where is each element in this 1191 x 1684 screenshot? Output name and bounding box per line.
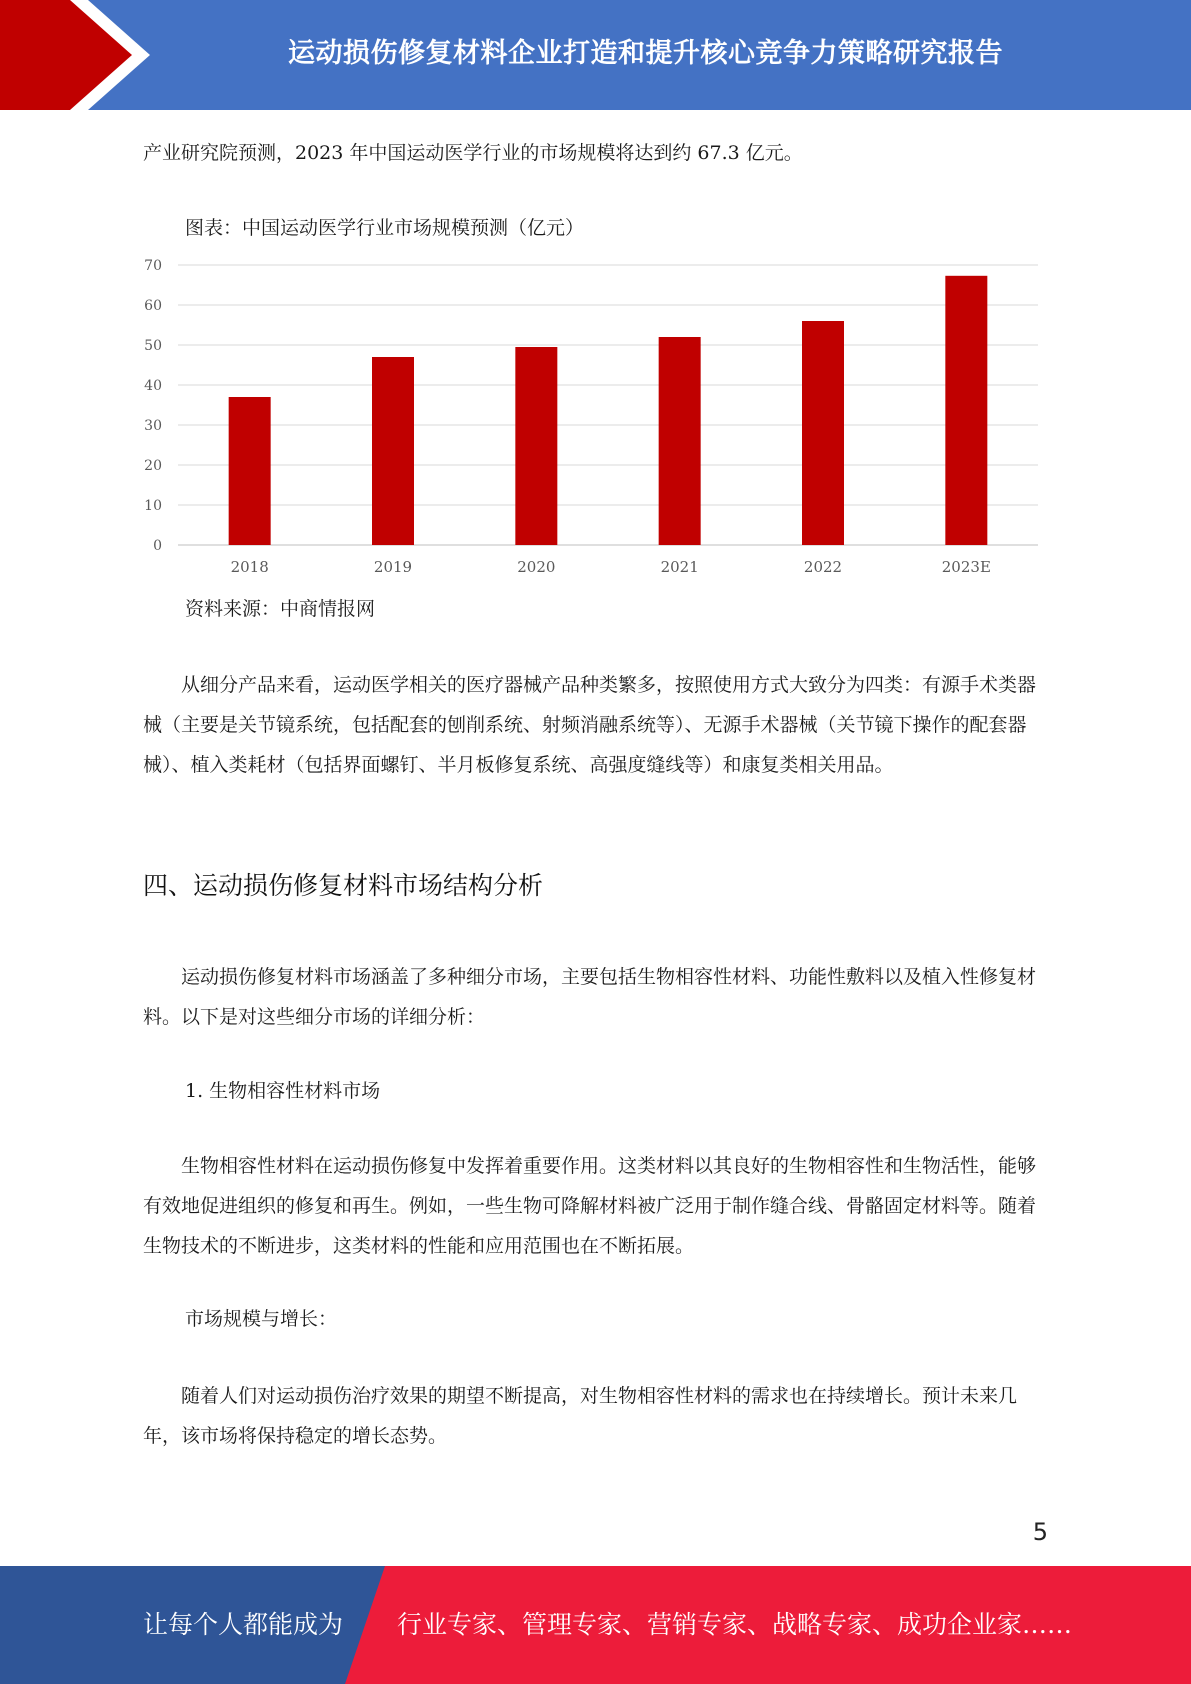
y-tick-label: 30 [144, 418, 162, 434]
bar-2018 [229, 397, 271, 545]
header-banner [0, 0, 1191, 110]
y-tick-label: 70 [144, 258, 162, 274]
biomaterial-paragraph: 生物相容性材料在运动损伤修复中发挥着重要作用。这类材料以其良好的生物相容性和生物活性，能够有效地促进组织的修复和再生。例如，一些生物可降解材料被广泛用于制作缝合线、骨骼固定材料等。随着生物技术的不断进步，这类材料的性能和应用范围也在不断拓展。 [143, 1155, 1037, 1257]
bar-2021 [659, 337, 701, 545]
bar-2019 [372, 357, 414, 545]
report-title: 运动损伤修复材料企业打造和提升核心竞争力策略研究报告 [288, 38, 1003, 69]
subsection-heading: 1. 生物相容性材料市场 [185, 1080, 381, 1102]
y-tick-label: 50 [144, 338, 162, 354]
chart-source: 资料来源：中商情报网 [185, 598, 376, 620]
y-tick-label: 60 [144, 298, 162, 314]
x-tick-label: 2020 [517, 558, 556, 576]
bar-2020 [515, 347, 557, 545]
intro-paragraph: 产业研究院预测，2023 年中国运动医学行业的市场规模将达到约 67.3 亿元。 [143, 142, 803, 164]
bar-2023E [945, 276, 987, 545]
footer-slogan-right: 行业专家、管理专家、营销专家、战略专家、成功企业家…… [397, 1610, 1073, 1639]
section-heading: 四、运动损伤修复材料市场结构分析 [143, 871, 544, 900]
market-size-chart [130, 245, 1050, 585]
x-tick-label: 2022 [803, 558, 843, 576]
x-tick-label: 2019 [373, 558, 413, 576]
footer-banner [0, 1566, 1191, 1684]
page-number: 5 [1032, 1518, 1048, 1546]
market-size-label: 市场规模与增长： [185, 1308, 338, 1330]
y-tick-label: 10 [144, 498, 162, 514]
x-tick-label: 2018 [230, 558, 269, 576]
y-tick-label: 40 [144, 378, 162, 394]
y-tick-label: 20 [144, 458, 162, 474]
chart-caption: 图表：中国运动医学行业市场规模预测（亿元） [185, 217, 585, 239]
footer-slogan-left: 让每个人都能成为 [143, 1610, 344, 1639]
structure-paragraph: 运动损伤修复材料市场涵盖了多种细分市场，主要包括生物相容性材料、功能性敷料以及植入性修复材料。以下是对这些细分市场的详细分析： [143, 966, 1037, 1028]
x-tick-label: 2021 [660, 558, 699, 576]
y-tick-label: 0 [153, 538, 162, 554]
x-tick-label: 2023E [941, 558, 991, 576]
growth-paragraph: 随着人们对运动损伤治疗效果的期望不断提高，对生物相容性材料的需求也在持续增长。预计未来几年，该市场将保持稳定的增长态势。 [143, 1385, 1018, 1447]
products-paragraph: 从细分产品来看，运动医学相关的医疗器械产品种类繁多，按照使用方式大致分为四类：有源手术类器械（主要是关节镜系统，包括配套的刨削系统、射频消融系统等）、无源手术器械（关节镜下操作的配套器械）、植入类耗材（包括界面螺钉、半月板修复系统、高强度缝线等）和康复类相关用品。 [143, 674, 1037, 776]
bar-2022 [802, 321, 844, 545]
